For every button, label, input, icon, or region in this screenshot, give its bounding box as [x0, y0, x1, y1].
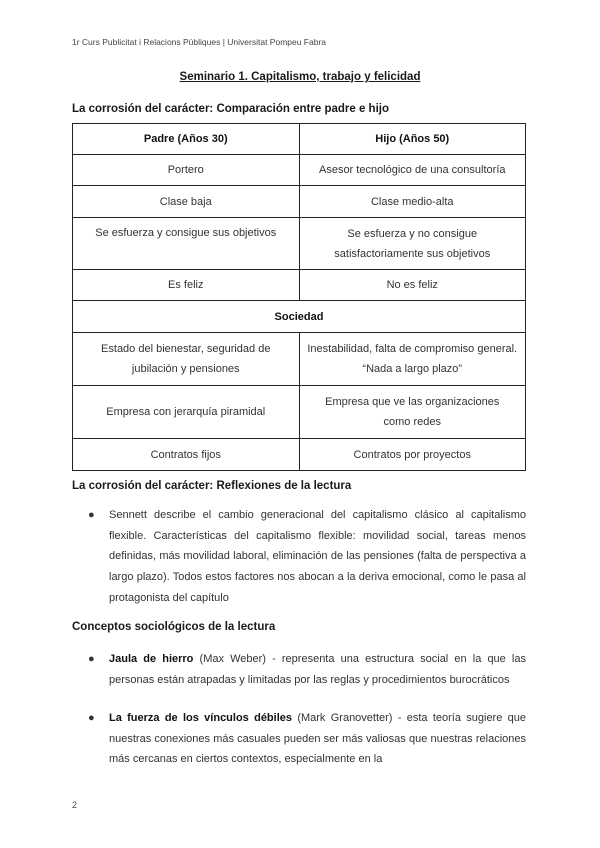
table-row: [73, 386, 526, 439]
table-row: [73, 218, 526, 270]
table-cell: Es feliz: [73, 270, 300, 301]
section-heading-reflections: La corrosión del carácter: Reflexiones de la lectura: [72, 480, 352, 492]
section-heading-concepts: Conceptos sociológicos de la lectura: [72, 621, 276, 633]
table-cell: Contratos por proyectos: [299, 439, 526, 471]
section-heading-comparison: La corrosión del carácter: Comparación entre padre e hijo: [72, 103, 389, 115]
concept-description: (Max Weber) - representa una estructura social en la que las personas están atrapadas y limitadas por las reglas y procedimientos burocráticos: [109, 653, 526, 686]
table-cell: Contratos fijos: [73, 439, 300, 471]
table-cell: Portero: [73, 155, 300, 186]
table-cell: Asesor tecnológico de una consultoría: [299, 155, 526, 186]
table-cell: Inestabilidad, falta de compromiso general. “Nada a largo plazo”: [299, 333, 526, 386]
concept-item-iron-cage: [109, 649, 526, 690]
concept-term: Jaula de hierro: [109, 653, 194, 665]
column-header-hijo: Hijo (Años 50): [299, 124, 526, 155]
concept-item-weak-ties: [109, 708, 526, 770]
table-cell: Empresa con jerarquía piramidal: [73, 386, 300, 439]
column-header-padre: Padre (Años 30): [73, 124, 300, 155]
concept-term: La fuerza de los vínculos débiles: [109, 712, 293, 724]
bullet-icon: ●: [88, 712, 95, 724]
table-row: [73, 333, 526, 386]
table-cell: Empresa que ve las organizaciones como redes: [299, 386, 526, 439]
table-row: [73, 270, 526, 301]
table-row: [73, 155, 526, 186]
table-section-row: [73, 301, 526, 333]
table-cell: Se esfuerza y no consigue satisfactoriamente sus objetivos: [299, 218, 526, 270]
page-number: 2: [72, 800, 78, 810]
page-header: 1r Curs Publicitat i Relacions Públiques | Universitat Pompeu Fabra: [72, 37, 327, 47]
comparison-table: [72, 123, 526, 471]
concept-description: (Mark Granovetter) - esta teoría sugiere que nuestras conexiones más casuales pueden ser más valiosas que nuestras relaciones más cercanas en ciertos contextos, especialmente en la: [109, 712, 526, 766]
table-row: [73, 186, 526, 218]
table-header-row: [73, 124, 526, 155]
table-cell: Clase medio-alta: [299, 186, 526, 218]
table-cell: No es feliz: [299, 270, 526, 301]
bullet-icon: ●: [88, 509, 95, 521]
table-section-label: Sociedad: [73, 301, 526, 333]
table-cell: Clase baja: [73, 186, 300, 218]
table-cell: Se esfuerza y consigue sus objetivos: [73, 218, 300, 270]
bullet-icon: ●: [88, 653, 95, 665]
document-title: Seminario 1. Capitalismo, trabajo y felicidad: [179, 71, 421, 83]
table-row: [73, 439, 526, 471]
reflection-paragraph: Sennett describe el cambio generacional del capitalismo clásico al capitalismo flexible. Características del capitalismo flexible: movilidad social, tareas menos definidas, más movilidad laboral, eliminación de las pensiones (falta de perspectiva a largo plazo). Todos estos factores nos abocan a la deriva emocional, como le pasa al protagonista del capítulo: [109, 509, 526, 604]
table-cell: Estado del bienestar, seguridad de jubilación y pensiones: [73, 333, 300, 386]
